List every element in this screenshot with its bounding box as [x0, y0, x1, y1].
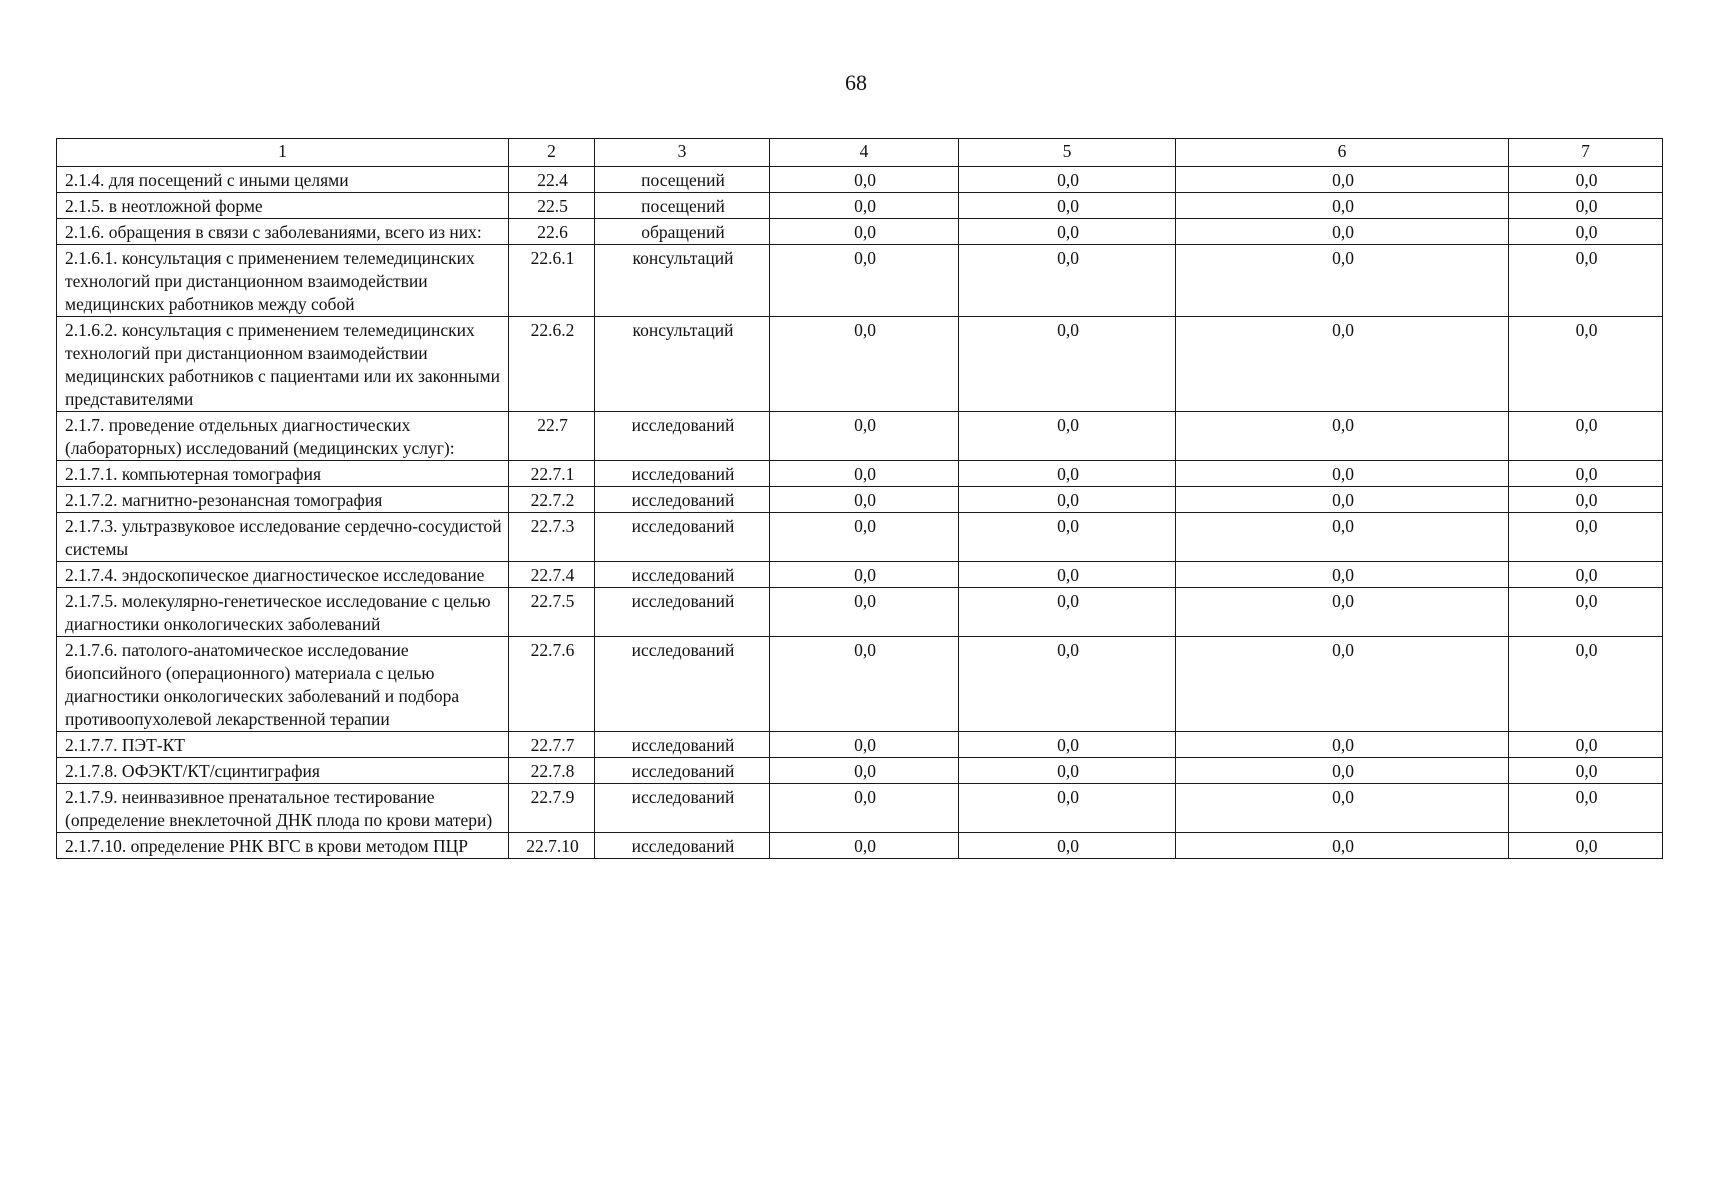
- row-unit: исследований: [595, 784, 770, 833]
- table-row: [57, 461, 1663, 487]
- row-label: 2.1.6. обращения в связи с заболеваниями, всего из них:: [57, 219, 509, 245]
- value-col-4: 0,0: [770, 513, 959, 562]
- value-col-4: 0,0: [770, 487, 959, 513]
- row-unit: посещений: [595, 193, 770, 219]
- value-col-7: 0,0: [1509, 732, 1663, 758]
- value-col-6: 0,0: [1176, 758, 1509, 784]
- row-code: 22.7.7: [509, 732, 595, 758]
- value-col-6: 0,0: [1176, 193, 1509, 219]
- row-code: 22.7.3: [509, 513, 595, 562]
- row-label: 2.1.7.7. ПЭТ-КТ: [57, 732, 509, 758]
- value-col-4: 0,0: [770, 637, 959, 732]
- column-header: 3: [595, 139, 770, 167]
- row-label: 2.1.7.1. компьютерная томография: [57, 461, 509, 487]
- value-col-6: 0,0: [1176, 588, 1509, 637]
- value-col-5: 0,0: [959, 513, 1176, 562]
- table-row: [57, 317, 1663, 412]
- value-col-6: 0,0: [1176, 167, 1509, 193]
- row-unit: исследований: [595, 562, 770, 588]
- row-label: 2.1.7.9. неинвазивное пренатальное тестирование (определение внеклеточной ДНК плода по крови матери): [57, 784, 509, 833]
- value-col-5: 0,0: [959, 461, 1176, 487]
- column-header: 2: [509, 139, 595, 167]
- row-code: 22.7.9: [509, 784, 595, 833]
- column-header: 1: [57, 139, 509, 167]
- value-col-7: 0,0: [1509, 588, 1663, 637]
- value-col-6: 0,0: [1176, 245, 1509, 317]
- row-code: 22.6: [509, 219, 595, 245]
- value-col-5: 0,0: [959, 245, 1176, 317]
- row-label: 2.1.7.8. ОФЭКТ/КТ/сцинтиграфия: [57, 758, 509, 784]
- row-unit: исследований: [595, 732, 770, 758]
- value-col-5: 0,0: [959, 784, 1176, 833]
- row-label: 2.1.6.1. консультация с применением телемедицинских технологий при дистанционном взаимодействии медицинских работников между собой: [57, 245, 509, 317]
- value-col-6: 0,0: [1176, 317, 1509, 412]
- row-unit: исследований: [595, 833, 770, 859]
- value-col-5: 0,0: [959, 487, 1176, 513]
- row-label: 2.1.7. проведение отдельных диагностических (лабораторных) исследований (медицинских услуг):: [57, 412, 509, 461]
- value-col-4: 0,0: [770, 833, 959, 859]
- table-row: [57, 833, 1663, 859]
- row-unit: консультаций: [595, 245, 770, 317]
- row-unit: исследований: [595, 487, 770, 513]
- value-col-4: 0,0: [770, 193, 959, 219]
- row-code: 22.7.8: [509, 758, 595, 784]
- value-col-5: 0,0: [959, 219, 1176, 245]
- value-col-7: 0,0: [1509, 317, 1663, 412]
- row-unit: исследований: [595, 412, 770, 461]
- row-unit: исследований: [595, 513, 770, 562]
- row-code: 22.7.1: [509, 461, 595, 487]
- value-col-4: 0,0: [770, 219, 959, 245]
- value-col-4: 0,0: [770, 412, 959, 461]
- table-row: [57, 758, 1663, 784]
- value-col-7: 0,0: [1509, 513, 1663, 562]
- value-col-7: 0,0: [1509, 758, 1663, 784]
- value-col-6: 0,0: [1176, 833, 1509, 859]
- row-code: 22.7: [509, 412, 595, 461]
- value-col-5: 0,0: [959, 732, 1176, 758]
- row-label: 2.1.7.6. патолого-анатомическое исследование биопсийного (операционного) материала с целью диагностики онкологических заболеваний и подбора противоопухолевой лекарственной терапии: [57, 637, 509, 732]
- value-col-4: 0,0: [770, 245, 959, 317]
- table-body: [57, 167, 1663, 859]
- row-unit: обращений: [595, 219, 770, 245]
- table-row: [57, 487, 1663, 513]
- row-unit: посещений: [595, 167, 770, 193]
- value-col-7: 0,0: [1509, 245, 1663, 317]
- row-unit: исследований: [595, 637, 770, 732]
- row-code: 22.7.10: [509, 833, 595, 859]
- row-label: 2.1.7.4. эндоскопическое диагностическое исследование: [57, 562, 509, 588]
- value-col-7: 0,0: [1509, 637, 1663, 732]
- value-col-7: 0,0: [1509, 784, 1663, 833]
- value-col-6: 0,0: [1176, 513, 1509, 562]
- value-col-7: 0,0: [1509, 487, 1663, 513]
- value-col-4: 0,0: [770, 588, 959, 637]
- column-header: 4: [770, 139, 959, 167]
- header-row: [57, 139, 1663, 167]
- page-number: 68: [845, 70, 867, 95]
- value-col-5: 0,0: [959, 167, 1176, 193]
- value-col-5: 0,0: [959, 412, 1176, 461]
- row-code: 22.7.6: [509, 637, 595, 732]
- row-label: 2.1.6.2. консультация с применением телемедицинских технологий при дистанционном взаимодействии медицинских работников с пациентами или их законными представителями: [57, 317, 509, 412]
- value-col-5: 0,0: [959, 758, 1176, 784]
- row-label: 2.1.7.10. определение РНК ВГС в крови методом ПЦР: [57, 833, 509, 859]
- value-col-5: 0,0: [959, 317, 1176, 412]
- value-col-7: 0,0: [1509, 219, 1663, 245]
- value-col-5: 0,0: [959, 833, 1176, 859]
- row-code: 22.6.2: [509, 317, 595, 412]
- row-code: 22.4: [509, 167, 595, 193]
- value-col-6: 0,0: [1176, 461, 1509, 487]
- value-col-4: 0,0: [770, 167, 959, 193]
- column-header: 5: [959, 139, 1176, 167]
- table-row: [57, 784, 1663, 833]
- table-row: [57, 562, 1663, 588]
- row-code: 22.7.5: [509, 588, 595, 637]
- row-code: 22.7.4: [509, 562, 595, 588]
- value-col-4: 0,0: [770, 562, 959, 588]
- row-unit: исследований: [595, 461, 770, 487]
- row-label: 2.1.7.3. ультразвуковое исследование сердечно-сосудистой системы: [57, 513, 509, 562]
- row-label: 2.1.7.2. магнитно-резонансная томография: [57, 487, 509, 513]
- table-row: [57, 412, 1663, 461]
- table-row: [57, 588, 1663, 637]
- row-label: 2.1.5. в неотложной форме: [57, 193, 509, 219]
- value-col-4: 0,0: [770, 317, 959, 412]
- table-row: [57, 637, 1663, 732]
- value-col-4: 0,0: [770, 461, 959, 487]
- value-col-4: 0,0: [770, 758, 959, 784]
- value-col-7: 0,0: [1509, 461, 1663, 487]
- row-code: 22.5: [509, 193, 595, 219]
- value-col-6: 0,0: [1176, 412, 1509, 461]
- row-label: 2.1.7.5. молекулярно-генетическое исследование с целью диагностики онкологических заболеваний: [57, 588, 509, 637]
- table-row: [57, 245, 1663, 317]
- row-code: 22.7.2: [509, 487, 595, 513]
- table-row: [57, 193, 1663, 219]
- value-col-7: 0,0: [1509, 562, 1663, 588]
- value-col-7: 0,0: [1509, 193, 1663, 219]
- row-label: 2.1.4. для посещений с иными целями: [57, 167, 509, 193]
- row-unit: исследований: [595, 588, 770, 637]
- table-row: [57, 513, 1663, 562]
- value-col-6: 0,0: [1176, 784, 1509, 833]
- value-col-7: 0,0: [1509, 167, 1663, 193]
- value-col-6: 0,0: [1176, 637, 1509, 732]
- table-row: [57, 167, 1663, 193]
- column-header: 6: [1176, 139, 1509, 167]
- value-col-5: 0,0: [959, 562, 1176, 588]
- value-col-5: 0,0: [959, 588, 1176, 637]
- value-col-5: 0,0: [959, 637, 1176, 732]
- table-row: [57, 219, 1663, 245]
- value-col-5: 0,0: [959, 193, 1176, 219]
- row-code: 22.6.1: [509, 245, 595, 317]
- value-col-6: 0,0: [1176, 487, 1509, 513]
- row-unit: исследований: [595, 758, 770, 784]
- value-col-7: 0,0: [1509, 412, 1663, 461]
- value-col-4: 0,0: [770, 732, 959, 758]
- column-header: 7: [1509, 139, 1663, 167]
- value-col-6: 0,0: [1176, 562, 1509, 588]
- data-table: [56, 138, 1663, 859]
- row-unit: консультаций: [595, 317, 770, 412]
- value-col-4: 0,0: [770, 784, 959, 833]
- value-col-7: 0,0: [1509, 833, 1663, 859]
- table-row: [57, 732, 1663, 758]
- value-col-6: 0,0: [1176, 732, 1509, 758]
- value-col-6: 0,0: [1176, 219, 1509, 245]
